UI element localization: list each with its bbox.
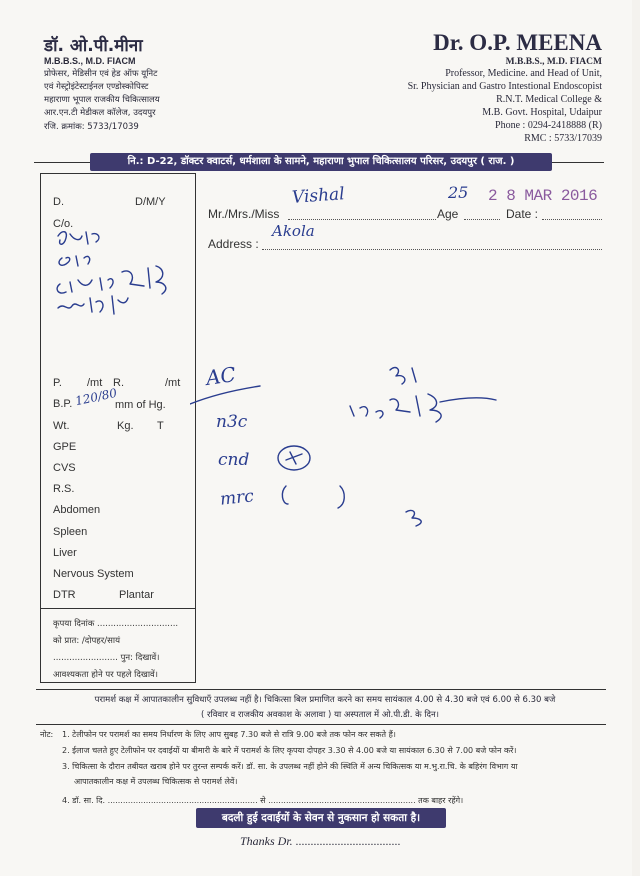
doctor-hindi-line-4: आर.एन.टी मेडीकल कॉलेज, उदयपुर xyxy=(44,108,156,118)
pulse-unit: /mt xyxy=(87,377,103,389)
co-handwriting xyxy=(52,228,192,328)
bp-value: 120/80 xyxy=(74,385,119,409)
address-label: Address : xyxy=(208,237,259,251)
note-3: 3. चिकित्सा के दौरान तबीयत खराब होने पर तुरन्त सम्पर्क करें। डॉ. सा. के उपलब्ध नहीं होने की स्थिति में अन्य चिकित्सक या म.भु.रा.चि. के बहिरंग विभाग या xyxy=(62,762,518,771)
doctor-english-line-3: R.N.T. Medical College & xyxy=(496,94,602,105)
dtr-label: DTR xyxy=(53,589,76,601)
doctor-degrees-english: M.B.B.S., M.D. FIACM xyxy=(505,57,602,67)
date-label: Date : xyxy=(506,207,539,221)
notice-line-1: परामर्श कक्ष में आपातकालीन सुविधाएँ उपलब्ध नहीं है। चिकित्सा बिल प्रमाणित करने का समय सायंकाल 4.00 से 4.30 बजे एवं 6.00 से 6.30 बजे xyxy=(94,695,556,705)
thanks-line: Thanks Dr. ................................... xyxy=(240,834,401,848)
footer-rule-top xyxy=(36,689,606,690)
resp-unit: /mt xyxy=(165,377,181,389)
doctor-english-line-1: Professor, Medicine. and Head of Unit, xyxy=(445,68,602,79)
doctor-hindi-line-3: महाराणा भूपाल राजकीय चिकित्सालय xyxy=(44,95,160,105)
address-line[interactable] xyxy=(262,249,602,250)
rx-line-3: cnd xyxy=(218,450,250,470)
doctor-hindi-line-2: एवं गेस्ट्रोइंटेस्टाईनल एण्डोस्कोपिस्ट xyxy=(44,82,149,92)
note-4-mid: से xyxy=(260,796,266,805)
age-handwritten: 25 xyxy=(448,183,469,202)
address-handwritten: Akola xyxy=(272,222,315,240)
warning-band: बदली हुई दवाईयों के सेवन से नुकसान हो सकता है। xyxy=(196,808,446,828)
doctor-english-line-6: RMC : 5733/17039 xyxy=(524,133,602,144)
age-label: Age xyxy=(437,207,459,221)
weight-label: Wt. xyxy=(53,420,70,432)
rx-handwriting-marks xyxy=(190,360,510,540)
note-4-label: 4. डॉ. सा. दि. xyxy=(62,796,106,805)
note-4: 4. डॉ. सा. दि. ........................................................... से .......................................................... तक बाहर रहेंगे। xyxy=(62,796,464,805)
doctor-english-line-4: M.B. Govt. Hospital, Udaipur xyxy=(482,107,602,118)
followup-date: कृपया दिनांक .............................. xyxy=(53,619,179,629)
exam-item: Spleen xyxy=(53,526,88,538)
note-3-cont: आपातकालीन कक्ष में उपलब्ध चिकित्सक से परामर्श लेवें। xyxy=(74,777,238,786)
dmy-label: D/M/Y xyxy=(135,196,166,208)
doctor-hindi-line-5: रजि. क्रमांक: 5733/17039 xyxy=(44,122,139,132)
exam-item: R.S. xyxy=(53,483,75,495)
note-label: नोट: xyxy=(40,730,54,739)
bp-label: B.P. xyxy=(53,398,73,410)
doctor-name-english: Dr. O.P. MEENA xyxy=(433,30,602,55)
kg-label: Kg. xyxy=(117,420,134,432)
rx-line-1: AC xyxy=(204,362,238,390)
doctor-hindi-line-1: प्रोफेसर, मेडिसीन एवं हेड ऑफ यूनिट xyxy=(44,69,158,79)
date-stamp: 2 8 MAR 2016 xyxy=(488,187,598,205)
followup-revisit-label: पुन: दिखावें। xyxy=(120,653,160,663)
date-line[interactable] xyxy=(542,219,602,220)
exam-item: Abdomen xyxy=(53,504,101,516)
address-band: नि.: D-22, डॉक्टर क्वाटर्स, धर्मशाला के सामने, महाराणा भुपाल चिकित्सालय परिसर, उदयपुर ( राज. ) xyxy=(90,153,552,171)
exam-item: GPE xyxy=(53,441,77,453)
followup-revisit: ........................ पुन: दिखावें। xyxy=(53,653,160,663)
followup-early: आवश्यकता होने पर पहले दिखावें। xyxy=(53,670,158,680)
doctor-name-hindi: डॉ. ओ.पी.मीना xyxy=(44,36,143,56)
d-label: D. xyxy=(53,196,64,208)
followup-divider xyxy=(41,608,195,609)
exam-item: Liver xyxy=(53,547,77,559)
doctor-degrees-hindi-side: M.B.B.S., M.D. FIACM xyxy=(44,56,136,66)
followup-date-label: कृपया दिनांक xyxy=(53,619,95,629)
rx-line-4: mrc xyxy=(219,486,255,510)
bp-unit: mm of Hg. xyxy=(115,399,166,411)
note-1: 1. टेलीफोन पर परामर्श का समय निर्धारण के लिए आप सुबह 7.30 बजे से रात्रि 9.00 बजे तक फोन कर सकते हैं। xyxy=(62,730,396,739)
co-label: C/o. xyxy=(53,218,74,230)
patient-name-handwritten: Vishal xyxy=(291,184,346,208)
doctor-english-line-2: Sr. Physician and Gastro Intestional Endoscopist xyxy=(407,81,602,92)
rx-line-2: n3c xyxy=(216,412,248,432)
doctor-english-line-5: Phone : 0294-2418888 (R) xyxy=(495,120,602,131)
note-2: 2. ईलाज चलते हुए टेलीफोन पर दवाईयों या बीमारी के बारे में परामर्श के लिए कृपया दोपहर 3.30 से 4.00 बजे या सायंकाल 6.30 से 7.00 बजे फोन करें। xyxy=(62,746,517,755)
pulse-label: P. xyxy=(53,377,62,389)
footer-rule-mid xyxy=(36,724,606,725)
exam-item: Nervous System xyxy=(53,568,134,580)
plantar-label: Plantar xyxy=(119,589,154,601)
exam-item: CVS xyxy=(53,462,76,474)
patient-name-label: Mr./Mrs./Miss xyxy=(208,207,280,221)
followup-time: को प्रात: /दोपहर/सायं xyxy=(53,636,121,646)
resp-label: R. xyxy=(113,377,124,389)
age-line[interactable] xyxy=(464,219,500,220)
thanks-label: Thanks Dr. xyxy=(240,834,293,848)
note-4-end: तक बाहर रहेंगे। xyxy=(418,796,464,805)
temp-label: T xyxy=(157,420,164,432)
patient-name-line[interactable] xyxy=(288,219,436,220)
notice-line-2: ( रविवार व राजकीय अवकाश के अलावा ) या अस्पताल में ओ.पी.डी. के दिन। xyxy=(201,710,439,720)
